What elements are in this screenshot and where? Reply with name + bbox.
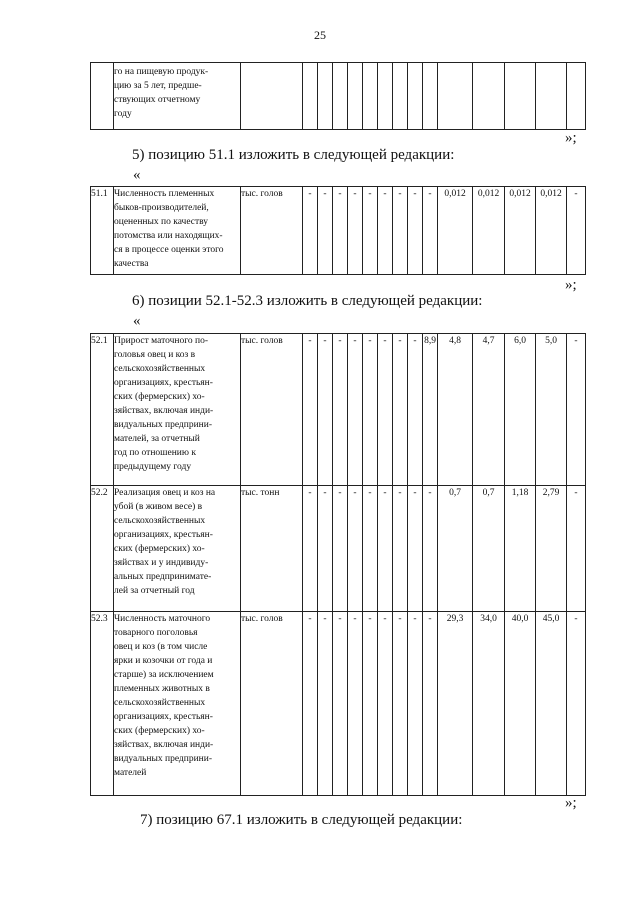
text-line: организациях, крестьян- <box>114 530 213 540</box>
value-cell: - <box>303 486 318 612</box>
text-line: племенных животных в <box>114 684 210 694</box>
text-line: Реализация овец и коз на <box>114 488 216 498</box>
value-cell: - <box>363 334 378 486</box>
text-line: оцененных по качеству <box>114 217 209 227</box>
value-cell: - <box>408 334 423 486</box>
table-row <box>91 486 586 612</box>
text-line: альных предпринимате- <box>114 572 212 582</box>
page-number: 25 <box>314 28 326 42</box>
value-cell: - <box>408 612 423 796</box>
value-cell: - <box>318 187 333 275</box>
text-line: год по отношению к <box>114 448 196 458</box>
value-cell: 0,012 <box>473 187 505 275</box>
value-cell: - <box>393 612 408 796</box>
value-cell: 5,0 <box>536 334 567 486</box>
value-cell: - <box>393 334 408 486</box>
value-cell: - <box>303 187 318 275</box>
text-line: организациях, крестьян- <box>114 378 213 388</box>
value-cell: - <box>333 187 348 275</box>
text-line: лей за отчетный год <box>114 586 195 596</box>
value-cell: - <box>393 187 408 275</box>
value-cell: - <box>333 334 348 486</box>
value-cell: - <box>378 334 393 486</box>
row-unit: тыс. голов <box>241 612 303 796</box>
desc-text <box>114 187 240 271</box>
text-line: сельскохозяйственных <box>114 516 206 526</box>
value-cell: 34,0 <box>473 612 505 796</box>
value-cell: 2,79 <box>536 486 567 612</box>
value-cell: - <box>567 187 586 275</box>
table-row <box>91 63 586 130</box>
row-description <box>114 334 241 486</box>
row-unit: тыс. голов <box>241 187 303 275</box>
row-description <box>114 486 241 612</box>
desc-text <box>114 486 240 598</box>
desc-text <box>114 65 240 121</box>
text-line: сельскохозяйственных <box>114 698 206 708</box>
value-cell: - <box>567 334 586 486</box>
value-cell: 0,7 <box>473 486 505 612</box>
closing-quote: »; <box>565 130 577 146</box>
value-cell: 6,0 <box>505 334 536 486</box>
value-cell: - <box>423 187 438 275</box>
text-line: старше) за исключением <box>114 670 214 680</box>
section-heading-6: 6) позиции 52.1-52.3 изложить в следующей редакции: <box>132 293 483 309</box>
value-cell: - <box>363 187 378 275</box>
value-cell: - <box>363 612 378 796</box>
desc-text <box>114 612 240 780</box>
row-number: 52.3 <box>91 612 114 796</box>
value-cell: - <box>318 334 333 486</box>
value-cell: - <box>408 486 423 612</box>
text-line: го на пищевую продук- <box>114 67 209 77</box>
text-line: потомства или находящих- <box>114 231 223 241</box>
value-cell: - <box>318 486 333 612</box>
text-line: организациях, крестьян- <box>114 712 213 722</box>
value-cell: - <box>567 486 586 612</box>
table-row <box>91 334 586 486</box>
value-cell: 4,7 <box>473 334 505 486</box>
value-cell: - <box>303 612 318 796</box>
value-cell: - <box>423 486 438 612</box>
text-line: зяйствах, включая инди- <box>114 406 214 416</box>
text-line: ся в процессе оценки этого <box>114 245 224 255</box>
text-line: зяйствах и у индивиду- <box>114 558 209 568</box>
text-line: видуальных предприни- <box>114 420 213 430</box>
text-line: Численность племенных <box>114 189 215 199</box>
value-cell: 45,0 <box>536 612 567 796</box>
value-cell: - <box>393 486 408 612</box>
value-cell: - <box>378 187 393 275</box>
value-cell: 40,0 <box>505 612 536 796</box>
text-line: ских (фермерских) хо- <box>114 726 205 736</box>
table-fragment-top <box>90 62 586 130</box>
row-description <box>114 187 241 275</box>
value-cell: - <box>363 486 378 612</box>
text-line: мателей <box>114 768 147 778</box>
text-line: видуальных предприни- <box>114 754 213 764</box>
text-line: ских (фермерских) хо- <box>114 544 205 554</box>
value-cell: 29,3 <box>438 612 473 796</box>
value-cell: - <box>348 187 363 275</box>
table-row <box>91 187 586 275</box>
text-line: Численность маточного <box>114 614 211 624</box>
value-cell: - <box>348 334 363 486</box>
text-line: ярки и козочки от года и <box>114 656 213 666</box>
value-cell: - <box>333 486 348 612</box>
value-cell: - <box>348 612 363 796</box>
text-line: Прирост маточного по- <box>114 336 209 346</box>
row-unit: тыс. голов <box>241 334 303 486</box>
opening-quote: « <box>133 313 141 329</box>
value-cell: 8,9 <box>423 334 438 486</box>
table-51-1 <box>90 186 586 275</box>
text-line: головья овец и коз в <box>114 350 196 360</box>
text-line: году <box>114 109 132 119</box>
text-line: ских (фермерских) хо- <box>114 392 205 402</box>
text-line: товарного поголовья <box>114 628 198 638</box>
row-number: 51.1 <box>91 187 114 275</box>
opening-quote: « <box>133 167 141 183</box>
text-line: быков-производителей, <box>114 203 209 213</box>
table-row <box>91 612 586 796</box>
text-line: сельскохозяйственных <box>114 364 206 374</box>
text-line: цию за 5 лет, предше- <box>114 81 202 91</box>
value-cell: - <box>378 486 393 612</box>
closing-quote: »; <box>565 277 577 293</box>
value-cell: - <box>303 334 318 486</box>
value-cell: 1,18 <box>505 486 536 612</box>
table-52 <box>90 333 586 796</box>
desc-text <box>114 334 240 474</box>
value-cell: - <box>348 486 363 612</box>
text-line: мателей, за отчетный <box>114 434 200 444</box>
text-line: качества <box>114 259 149 269</box>
value-cell: 0,012 <box>505 187 536 275</box>
text-line: убой (в живом весе) в <box>114 502 203 512</box>
row-number: 52.2 <box>91 486 114 612</box>
value-cell: - <box>408 187 423 275</box>
row-unit: тыс. тонн <box>241 486 303 612</box>
text-line: предыдущему году <box>114 462 192 472</box>
text-line: овец и коз (в том числе <box>114 642 208 652</box>
value-cell: - <box>378 612 393 796</box>
value-cell: 0,012 <box>438 187 473 275</box>
value-cell: - <box>423 612 438 796</box>
text-line: ствующих отчетному <box>114 95 201 105</box>
value-cell: 0,012 <box>536 187 567 275</box>
closing-quote: »; <box>565 795 577 811</box>
section-heading-5: 5) позицию 51.1 изложить в следующей редакции: <box>132 147 455 163</box>
row-description <box>114 612 241 796</box>
text-line: зяйствах, включая инди- <box>114 740 214 750</box>
row-description <box>114 63 241 130</box>
row-number: 52.1 <box>91 334 114 486</box>
value-cell: - <box>318 612 333 796</box>
value-cell: 4,8 <box>438 334 473 486</box>
value-cell: 0,7 <box>438 486 473 612</box>
value-cell: - <box>567 612 586 796</box>
value-cell: - <box>333 612 348 796</box>
section-heading-7: 7) позицию 67.1 изложить в следующей редакции: <box>140 812 463 828</box>
